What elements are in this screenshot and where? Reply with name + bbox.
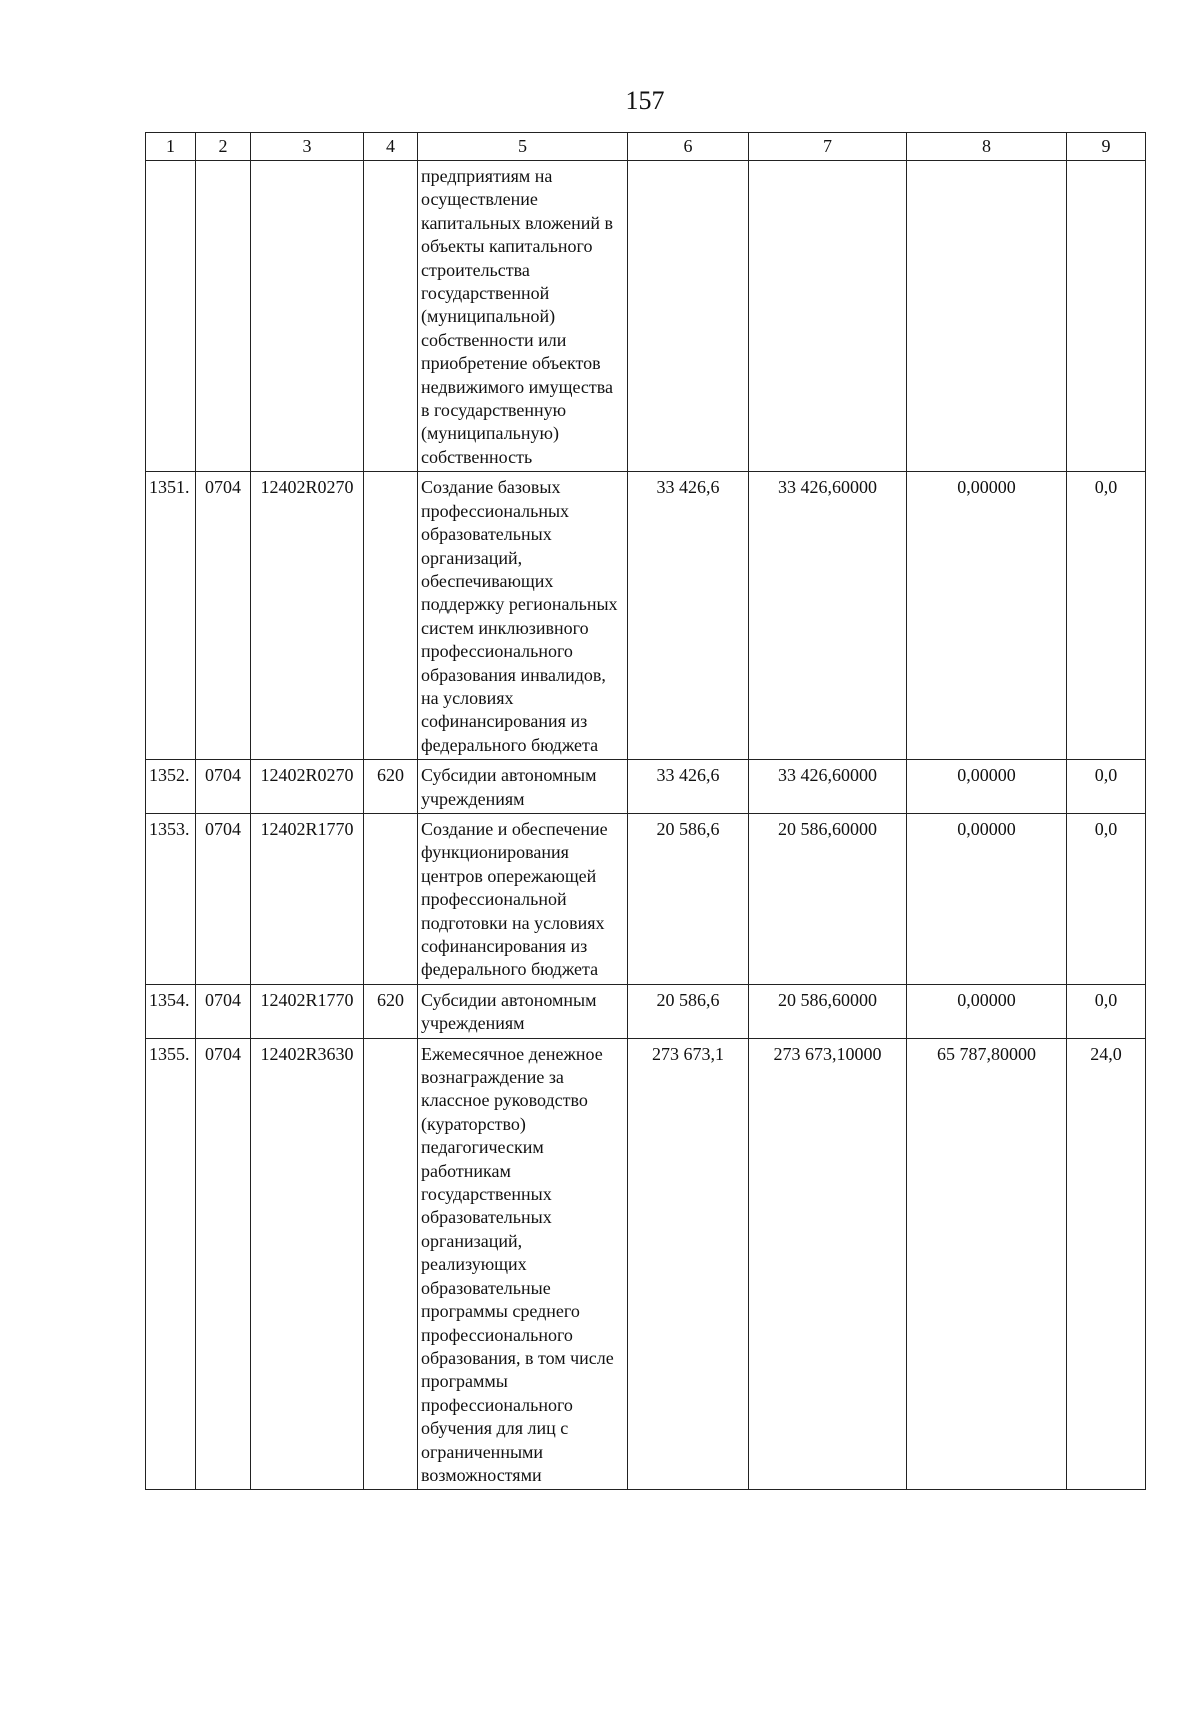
approved-amount — [749, 161, 907, 472]
expense-type-code — [364, 1038, 418, 1490]
expense-type-code — [364, 161, 418, 472]
column-header: 6 — [628, 133, 749, 161]
execution-percent: 24,0 — [1067, 1038, 1146, 1490]
approved-amount: 20 586,60000 — [749, 984, 907, 1038]
execution-percent: 0,0 — [1067, 813, 1146, 984]
section-code: 0704 — [196, 472, 251, 760]
table-row — [146, 1038, 1146, 1490]
execution-percent: 0,0 — [1067, 472, 1146, 760]
section-code: 0704 — [196, 813, 251, 984]
executed-amount: 0,00000 — [907, 760, 1067, 814]
execution-percent: 0,0 — [1067, 760, 1146, 814]
expense-type-code — [364, 813, 418, 984]
executed-amount: 0,00000 — [907, 472, 1067, 760]
expense-type-code: 620 — [364, 984, 418, 1038]
expense-type-code — [364, 472, 418, 760]
column-header: 8 — [907, 133, 1067, 161]
table-row — [146, 161, 1146, 472]
executed-amount: 0,00000 — [907, 984, 1067, 1038]
approved-amount: 273 673,10000 — [749, 1038, 907, 1490]
plan-amount — [628, 161, 749, 472]
row-number: 1352. — [146, 760, 196, 814]
column-header: 4 — [364, 133, 418, 161]
column-header: 7 — [749, 133, 907, 161]
row-number: 1355. — [146, 1038, 196, 1490]
section-code: 0704 — [196, 1038, 251, 1490]
section-code — [196, 161, 251, 472]
row-number: 1353. — [146, 813, 196, 984]
execution-percent — [1067, 161, 1146, 472]
budget-table — [145, 132, 1146, 1490]
approved-amount: 33 426,60000 — [749, 760, 907, 814]
table-row — [146, 760, 1146, 814]
executed-amount: 0,00000 — [907, 813, 1067, 984]
expense-type-code: 620 — [364, 760, 418, 814]
column-header: 1 — [146, 133, 196, 161]
column-header: 3 — [251, 133, 364, 161]
item-name: Создание базовых профессиональных образовательных организаций, обеспечивающих поддержку региональных систем инклюзивного профессионального образования инвалидов, на условиях софинансирования из федерального бюджета — [418, 472, 628, 760]
target-article-code: 12402R3630 — [251, 1038, 364, 1490]
item-name: Создание и обеспечение функционирования центров опережающей профессиональной подготовки на условиях софинансирования из федерального бюджета — [418, 813, 628, 984]
column-header: 5 — [418, 133, 628, 161]
table-row — [146, 472, 1146, 760]
column-header: 9 — [1067, 133, 1146, 161]
approved-amount: 20 586,60000 — [749, 813, 907, 984]
target-article-code — [251, 161, 364, 472]
target-article-code: 12402R1770 — [251, 813, 364, 984]
page-number: 157 — [625, 86, 665, 115]
plan-amount: 273 673,1 — [628, 1038, 749, 1490]
item-name: предприятиям на осуществление капитальных вложений в объекты капитального строительства государственной (муниципальной) собственности или приобретение объектов недвижимого имущества в государственную (муниципальную) собственность — [418, 161, 628, 472]
target-article-code: 12402R0270 — [251, 760, 364, 814]
executed-amount — [907, 161, 1067, 472]
plan-amount: 20 586,6 — [628, 813, 749, 984]
execution-percent: 0,0 — [1067, 984, 1146, 1038]
row-number — [146, 161, 196, 472]
executed-amount: 65 787,80000 — [907, 1038, 1067, 1490]
plan-amount: 33 426,6 — [628, 472, 749, 760]
row-number: 1351. — [146, 472, 196, 760]
approved-amount: 33 426,60000 — [749, 472, 907, 760]
section-code: 0704 — [196, 760, 251, 814]
table-row — [146, 984, 1146, 1038]
plan-amount: 33 426,6 — [628, 760, 749, 814]
item-name: Субсидии автономным учреждениям — [418, 760, 628, 814]
target-article-code: 12402R1770 — [251, 984, 364, 1038]
table-row — [146, 813, 1146, 984]
plan-amount: 20 586,6 — [628, 984, 749, 1038]
item-name: Субсидии автономным учреждениям — [418, 984, 628, 1038]
column-header: 2 — [196, 133, 251, 161]
row-number: 1354. — [146, 984, 196, 1038]
item-name: Ежемесячное денежное вознаграждение за классное руководство (кураторство) педагогическим работникам государственных образовательных организаций, реализующих образовательные программы среднего профессионального образования, в том числе программы профессионального обучения для лиц с ограниченными возможностями — [418, 1038, 628, 1490]
column-number-header-row — [146, 133, 1146, 161]
target-article-code: 12402R0270 — [251, 472, 364, 760]
section-code: 0704 — [196, 984, 251, 1038]
